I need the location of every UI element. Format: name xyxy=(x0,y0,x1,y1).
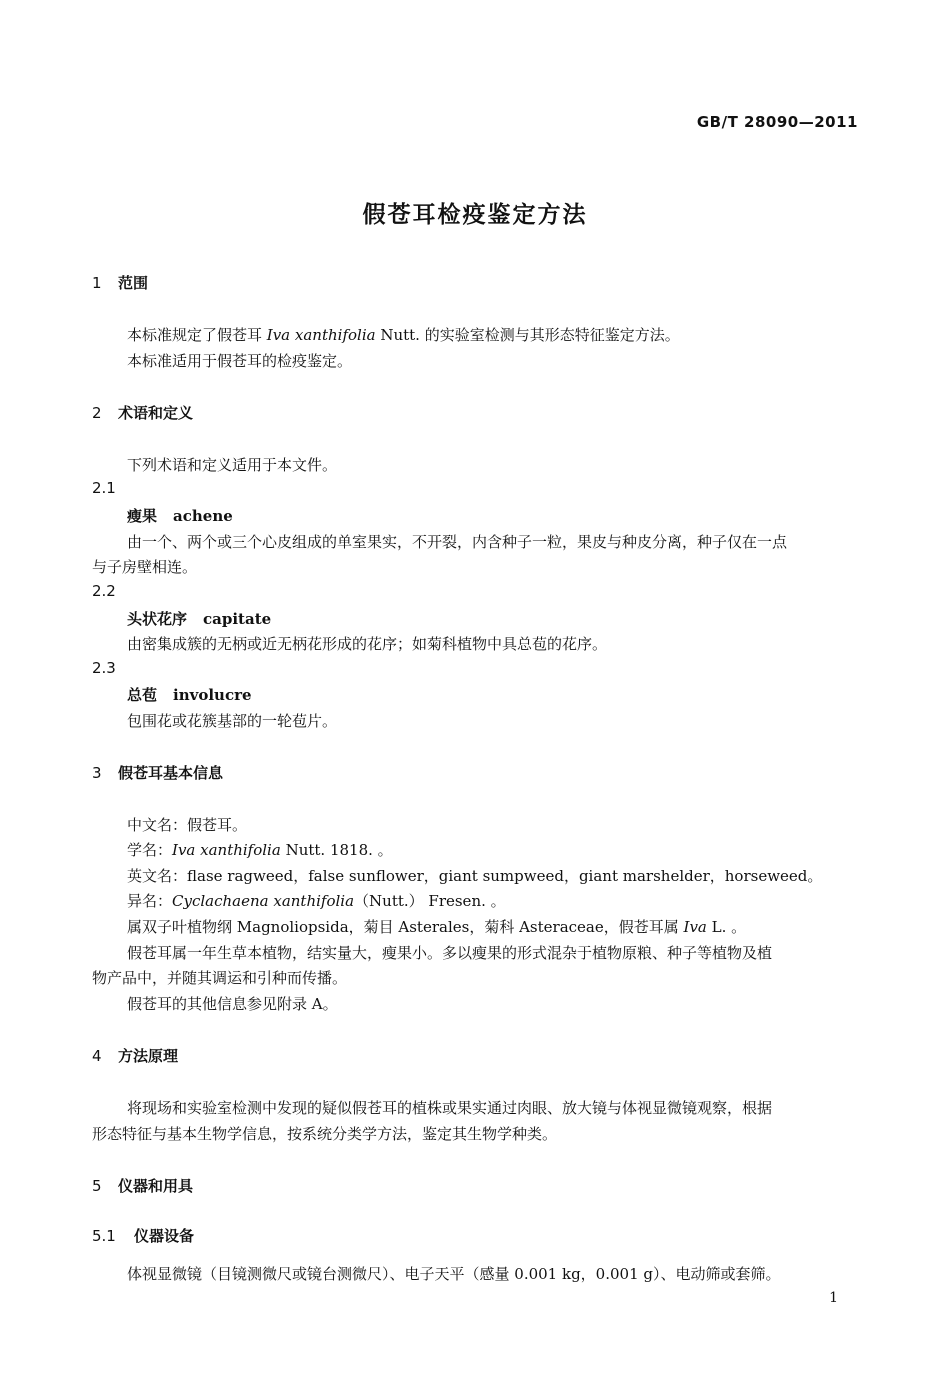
label: 学名： xyxy=(127,841,173,859)
section-5-title: 仪器和用具 xyxy=(118,1177,194,1195)
term-en: achene xyxy=(173,507,233,525)
text: 属双子叶植物纲 Magnoliopsida，菊目 Asterales，菊科 Asteraceae，假苍耳属 xyxy=(127,918,684,936)
label: 异名： xyxy=(127,892,173,910)
section-3-title: 假苍耳基本信息 xyxy=(118,764,224,782)
page-title: 假苍耳检疫鉴定方法 xyxy=(362,202,588,228)
term-2-3-number: 2.3 xyxy=(92,659,116,677)
term-2-1 xyxy=(127,505,233,526)
section-5-number: 5 xyxy=(92,1177,102,1195)
section-1-para-2: 本标准适用于假苍耳的检疫鉴定。 xyxy=(127,352,353,370)
term-2-1-number: 2.1 xyxy=(92,479,116,497)
section-4-heading xyxy=(92,1045,178,1066)
term-en: involucre xyxy=(173,686,252,704)
text: 本标准规定了假苍耳 xyxy=(127,326,267,344)
subsection-5-1-title: 仪器设备 xyxy=(134,1227,195,1245)
text: Nutt. 的实验室检测与其形态特征鉴定方法。 xyxy=(375,326,680,344)
subsection-5-1-number: 5.1 xyxy=(92,1227,116,1245)
subsection-5-1-text: 体视显微镜（目镜测微尺或镜台测微尺）、电子天平（感量 0.001 kg，0.001 g）、电动筛或套筛。 xyxy=(127,1265,781,1283)
synonym xyxy=(127,890,506,911)
section-4-line-2: 形态特征与基本生物学信息，按系统分类学方法，鉴定其生物学种类。 xyxy=(92,1125,558,1143)
term-2-3 xyxy=(127,684,252,705)
scientific-name xyxy=(127,839,393,860)
chinese-name: 中文名：假苍耳。 xyxy=(127,816,248,834)
section-5-heading xyxy=(92,1175,193,1196)
section-1-number: 1 xyxy=(92,274,102,292)
description-line-2: 物产品中，并随其调运和引种而传播。 xyxy=(92,969,348,987)
term-2-2 xyxy=(127,608,271,629)
standard-code: GB/T 28090—2011 xyxy=(696,113,858,131)
species-name: Iva xanthifolia xyxy=(266,326,376,344)
synonym-species: Cyclachaena xanthifolia xyxy=(172,892,355,910)
term-2-2-number: 2.2 xyxy=(92,582,116,600)
section-2-number: 2 xyxy=(92,404,102,422)
term-zh: 头状花序 xyxy=(127,610,188,628)
page-number: 1 xyxy=(829,1290,838,1306)
section-2-title: 术语和定义 xyxy=(118,404,194,422)
section-4-number: 4 xyxy=(92,1047,102,1065)
subsection-5-1-heading xyxy=(92,1225,194,1246)
section-2-intro: 下列术语和定义适用于本文件。 xyxy=(127,456,338,474)
term-2-2-definition: 由密集成簇的无柄或近无柄花形成的花序；如菊科植物中具总苞的花序。 xyxy=(127,635,608,653)
term-en: capitate xyxy=(203,610,272,628)
description-line-1: 假苍耳属一年生草本植物，结实量大，瘦果小。多以瘦果的形式混杂于植物原粮、种子等植物及植 xyxy=(127,944,773,962)
section-4-title: 方法原理 xyxy=(118,1047,179,1065)
term-zh: 总苞 xyxy=(127,686,158,704)
species-name: Iva xanthifolia xyxy=(172,841,281,859)
term-zh: 瘦果 xyxy=(127,507,158,525)
text: L. 。 xyxy=(706,918,747,936)
section-3-number: 3 xyxy=(92,764,102,782)
section-3-heading xyxy=(92,762,223,783)
text: Nutt. 1818. 。 xyxy=(280,841,393,859)
text: （Nutt.） Fresen. 。 xyxy=(354,892,506,910)
english-name: 英文名：flase ragweed，false sunflower，giant sumpweed，giant marshelder，horseweed。 xyxy=(127,867,823,885)
term-2-3-definition: 包围花或花簇基部的一轮苞片。 xyxy=(127,712,338,730)
section-1-title: 范围 xyxy=(118,274,149,292)
section-1-heading xyxy=(92,272,148,293)
classification xyxy=(127,916,746,937)
genus-name: Iva xyxy=(683,918,707,936)
term-2-1-definition-line-1: 由一个、两个或三个心皮组成的单室果实，不开裂，内含种子一粒，果皮与种皮分离，种子仅在一点 xyxy=(127,533,788,551)
section-4-line-1: 将现场和实验室检测中发现的疑似假苍耳的植株或果实通过肉眼、放大镜与体视显微镜观察，根据 xyxy=(127,1099,773,1117)
term-2-1-definition-line-2: 与子房壁相连。 xyxy=(92,558,198,576)
other-info: 假苍耳的其他信息参见附录 A。 xyxy=(127,995,338,1013)
section-1-para-1 xyxy=(127,324,680,345)
section-2-heading xyxy=(92,402,193,423)
